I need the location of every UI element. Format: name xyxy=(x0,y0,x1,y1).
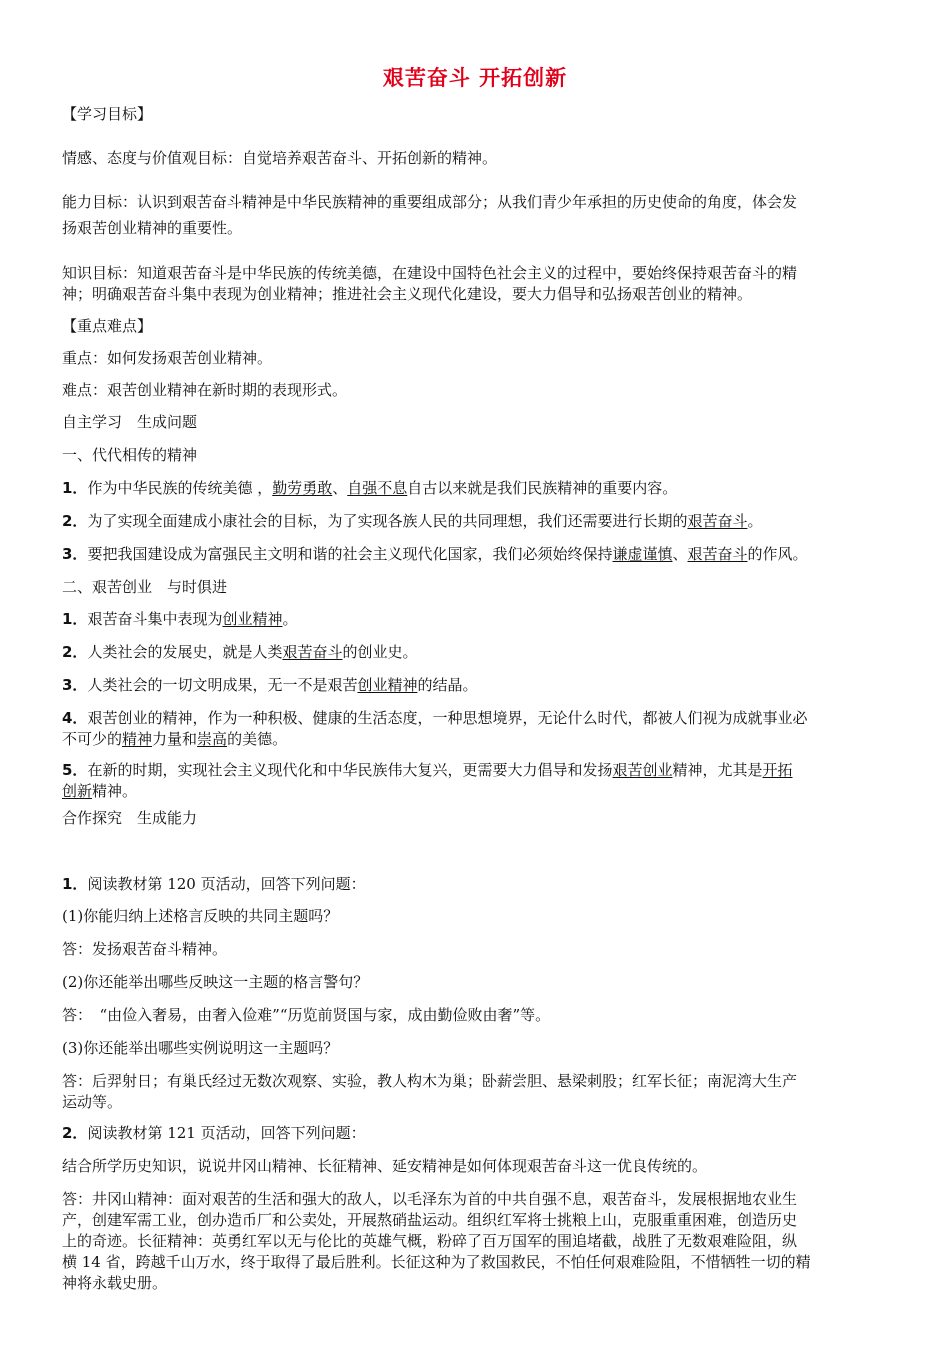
part2-item-5-line-2 xyxy=(62,781,892,802)
item-text: 人类社会的一切文明成果，无一不是艰苦 xyxy=(87,676,358,694)
item-text: 艰苦奋斗集中表现为 xyxy=(87,610,223,628)
part2-item-5-line-1 xyxy=(62,760,892,781)
item-text: 为了实现全面建成小康社会的目标，为了实现各族人民的共同理想，我们还需要进行长期的 xyxy=(87,512,688,530)
coop-question-2 xyxy=(62,1123,892,1144)
item-text: 自古以来就是我们民族精神的重要内容。 xyxy=(407,479,678,497)
part1-item-3 xyxy=(62,544,892,565)
knowledge-goal-line-2: 神；明确艰苦奋斗集中表现为创业精神；推进社会主义现代化建设，要大力倡导和弘扬艰苦创业的精神。 xyxy=(62,285,753,303)
ability-goal-line-1: 能力目标：认识到艰苦奋斗精神是中华民族精神的重要组成部分；从我们青少年承担的历史使命的角度，体会发 xyxy=(62,193,798,211)
coop-q1-answer-2: 答： “由俭入奢易，由奢入俭难”“历览前贤国与家，成由勤俭败由奢”等。 xyxy=(62,1006,551,1024)
item-number: 4． xyxy=(62,709,88,727)
item-number: 2． xyxy=(62,643,88,661)
answer-blank: 艰苦奋斗 xyxy=(687,545,748,563)
answer-blank: 创新 xyxy=(62,782,93,800)
item-text: 精神，尤其是 xyxy=(672,761,763,779)
item-text: 。 xyxy=(747,512,763,530)
answer-blank: 崇高 xyxy=(197,730,228,748)
answer-blank: 艰苦奋斗 xyxy=(282,643,343,661)
ability-goal-line-2: 扬艰苦创业精神的重要性。 xyxy=(62,219,243,237)
answer-blank: 创业精神 xyxy=(222,610,283,628)
answer-blank: 艰苦创业 xyxy=(612,761,673,779)
answer-blank: 勤劳勇敢 xyxy=(272,479,333,497)
answer-blank: 开拓 xyxy=(762,761,793,779)
emotion-goal: 情感、态度与价值观目标：自觉培养艰苦奋斗、开拓创新的精神。 xyxy=(62,149,498,167)
item-text: 、 xyxy=(332,479,348,497)
answer-blank: 谦虚谨慎 xyxy=(612,545,673,563)
coop-q2-prompt: 结合所学历史知识，说说井冈山精神、长征精神、延安精神是如何体现艰苦奋斗这一优良传统的。 xyxy=(62,1157,708,1175)
difficult-point: 难点：艰苦创业精神在新时期的表现形式。 xyxy=(62,381,348,399)
part2-item-4-line-2 xyxy=(62,729,892,750)
item-text: 要把我国建设成为富强民主文明和谐的社会主义现代化国家，我们必须始终保持 xyxy=(87,545,613,563)
item-text: 力量和 xyxy=(152,730,198,748)
coop-q1-answer-3-line-2: 运动等。 xyxy=(62,1093,123,1111)
item-text: 。 xyxy=(282,610,298,628)
item-text: 作为中华民族的传统美德 ， xyxy=(87,479,273,497)
item-number: 3． xyxy=(62,676,88,694)
item-text: 的创业史。 xyxy=(342,643,418,661)
item-text: 阅读教材第 121 页活动，回答下列问题： xyxy=(87,1124,366,1142)
key-point: 重点：如何发扬艰苦创业精神。 xyxy=(62,349,273,367)
part1-item-1 xyxy=(62,478,892,499)
item-number: 1． xyxy=(62,875,88,893)
item-text: 人类社会的发展史，就是人类 xyxy=(87,643,283,661)
answer-blank: 创业精神 xyxy=(357,676,418,694)
answer-blank: 艰苦奋斗 xyxy=(687,512,748,530)
self-study-heading: 自主学习 生成问题 xyxy=(62,413,198,431)
part2-title: 二、艰苦创业 与时俱进 xyxy=(62,578,228,596)
item-text: 的美德。 xyxy=(227,730,288,748)
knowledge-goal-line-1: 知识目标：知道艰苦奋斗是中华民族的传统美德，在建设中国特色社会主义的过程中，要始终保持艰苦奋斗的精 xyxy=(62,264,798,282)
coop-q1-answer-3-line-1: 答：后羿射日；有巢氏经过无数次观察、实验，教人构木为巢；卧薪尝胆、悬梁刺股；红军长征；南泥湾大生产 xyxy=(62,1072,798,1090)
part2-item-4-line-1 xyxy=(62,708,892,729)
objectives-header: 【学习目标】 xyxy=(62,105,153,123)
item-number: 2． xyxy=(62,1124,88,1142)
answer-blank: 自强不息 xyxy=(347,479,408,497)
part2-item-1 xyxy=(62,609,892,630)
item-number: 1． xyxy=(62,610,88,628)
item-text: 、 xyxy=(672,545,688,563)
coop-q2-answer-line-3: 上的奇迹。长征精神：英勇红军以无与伦比的英雄气概，粉碎了百万国军的围追堵截，战胜了无数艰难险阻，纵 xyxy=(62,1232,798,1250)
coop-q1-sub-3: (3)你还能举出哪些实例说明这一主题吗？ xyxy=(62,1039,339,1057)
coop-q2-answer-line-5: 神将永载史册。 xyxy=(62,1274,168,1292)
item-text: 的作风。 xyxy=(747,545,808,563)
item-text: 的结晶。 xyxy=(417,676,478,694)
answer-blank: 精神 xyxy=(122,730,153,748)
cooperative-heading: 合作探究 生成能力 xyxy=(62,809,198,827)
item-number: 3． xyxy=(62,545,88,563)
item-number: 2． xyxy=(62,512,88,530)
part1-title: 一、代代相传的精神 xyxy=(62,446,198,464)
coop-q2-answer-line-2: 产，创建军需工业，创办造币厂和公卖处，开展熬硝盐运动。组织红军将士挑粮上山，克服重重困难，创造历史 xyxy=(62,1211,798,1229)
coop-q1-sub-1: (1)你能归纳上述格言反映的共同主题吗？ xyxy=(62,907,339,925)
item-number: 1． xyxy=(62,479,88,497)
coop-question-1 xyxy=(62,874,892,895)
item-text: 在新的时期，实现社会主义现代化和中华民族伟大复兴，更需要大力倡导和发扬 xyxy=(87,761,613,779)
item-number: 5． xyxy=(62,761,88,779)
coop-q1-answer-1: 答：发扬艰苦奋斗精神。 xyxy=(62,940,228,958)
key-difficulty-header: 【重点难点】 xyxy=(62,317,153,335)
page-title: 艰苦奋斗 开拓创新 xyxy=(382,66,568,90)
part2-item-2 xyxy=(62,642,892,663)
coop-q2-answer-line-4: 横 14 省，跨越千山万水，终于取得了最后胜利。长征这种为了救国救民，不怕任何艰难险阻，不惜牺牲一切的精 xyxy=(62,1253,811,1271)
part1-item-2 xyxy=(62,511,892,532)
item-text: 艰苦创业的精神，作为一种积极、健康的生活态度，一种思想境界，无论什么时代，都被人们视为成就事业必 xyxy=(87,709,808,727)
item-text: 阅读教材第 120 页活动，回答下列问题： xyxy=(87,875,366,893)
part2-item-3 xyxy=(62,675,892,696)
item-text: 精神。 xyxy=(92,782,138,800)
coop-q2-answer-line-1: 答：井冈山精神：面对艰苦的生活和强大的敌人，以毛泽东为首的中共自强不息，艰苦奋斗，发展根据地农业生 xyxy=(62,1190,798,1208)
item-text: 不可少的 xyxy=(62,730,123,748)
coop-q1-sub-2: (2)你还能举出哪些反映这一主题的格言警句？ xyxy=(62,973,369,991)
